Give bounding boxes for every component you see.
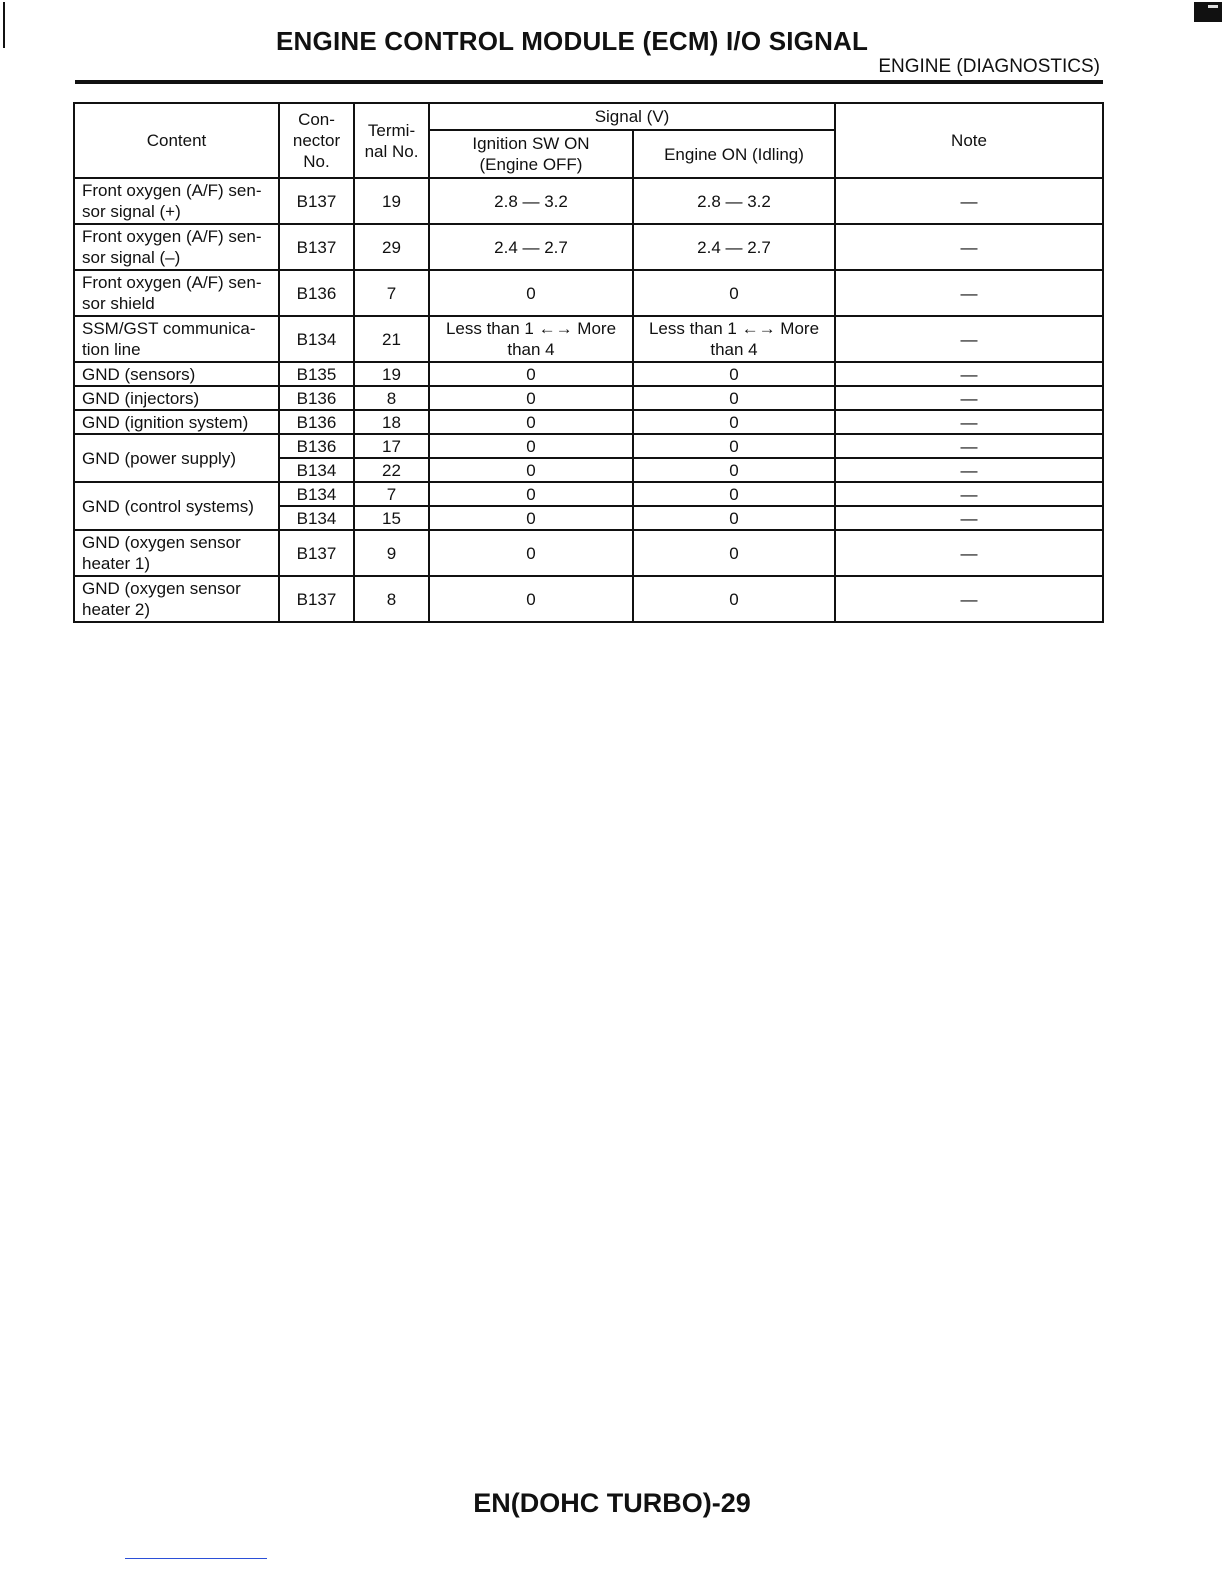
cell-note: —: [835, 434, 1103, 458]
cell-engine-on: 0: [633, 530, 835, 576]
cell-ignition: 2.8 — 3.2: [429, 178, 633, 224]
cell-engine-on: 0: [633, 362, 835, 386]
table-row: [74, 362, 1103, 386]
cell-ignition: 0: [429, 482, 633, 506]
table-row: [74, 576, 1103, 622]
cell-ignition: 0: [429, 386, 633, 410]
cell-ignition: 0: [429, 270, 633, 316]
cell-content: GND (power supply): [74, 434, 279, 482]
cell-engine-on: 0: [633, 506, 835, 530]
cell-connector: B136: [279, 410, 354, 434]
cell-note: —: [835, 410, 1103, 434]
cell-connector: B136: [279, 434, 354, 458]
cell-note: —: [835, 576, 1103, 622]
cell-note: —: [835, 506, 1103, 530]
header-note: Note: [835, 103, 1103, 178]
cell-terminal: 7: [354, 270, 429, 316]
cell-ignition: 0: [429, 410, 633, 434]
io-signal-table: [73, 102, 1104, 623]
page-number: EN(DOHC TURBO)-29: [473, 1488, 751, 1518]
cell-content: GND (oxygen sensor heater 1): [74, 530, 279, 576]
cell-connector: B135: [279, 362, 354, 386]
cell-ignition: Less than 1 ←→ More than 4: [429, 316, 633, 362]
cell-terminal: 18: [354, 410, 429, 434]
cell-content: SSM/GST communica- tion line: [74, 316, 279, 362]
cell-engine-on: 0: [633, 576, 835, 622]
cell-ignition: 0: [429, 506, 633, 530]
cell-terminal: 8: [354, 576, 429, 622]
cell-connector: B134: [279, 506, 354, 530]
cell-engine-on: Less than 1 ←→ More than 4: [633, 316, 835, 362]
cell-ignition: 0: [429, 362, 633, 386]
table-row: [74, 410, 1103, 434]
cell-note: —: [835, 316, 1103, 362]
page-title: ENGINE CONTROL MODULE (ECM) I/O SIGNAL: [276, 26, 869, 56]
header-rule: [75, 80, 1103, 84]
section-label: ENGINE (DIAGNOSTICS): [878, 56, 1100, 77]
table-row: [74, 386, 1103, 410]
cell-content: GND (ignition system): [74, 410, 279, 434]
cell-note: —: [835, 362, 1103, 386]
cell-engine-on: 0: [633, 410, 835, 434]
corner-tab-icon: [1194, 2, 1222, 22]
header-terminal: Termi- nal No.: [354, 103, 429, 178]
cell-note: —: [835, 530, 1103, 576]
cell-ignition: 0: [429, 458, 633, 482]
header-ignition: Ignition SW ON (Engine OFF): [429, 130, 633, 178]
cell-engine-on: 0: [633, 386, 835, 410]
header-signal: Signal (V): [429, 103, 835, 130]
cell-ignition: 0: [429, 576, 633, 622]
cell-terminal: 9: [354, 530, 429, 576]
cell-connector: B136: [279, 270, 354, 316]
cell-connector: B137: [279, 576, 354, 622]
cell-connector: B136: [279, 386, 354, 410]
table-row: [74, 178, 1103, 224]
cell-connector: B134: [279, 482, 354, 506]
cell-connector: B134: [279, 458, 354, 482]
cell-terminal: 15: [354, 506, 429, 530]
cell-connector: B134: [279, 316, 354, 362]
margin-mark: [3, 2, 5, 48]
cell-connector: B137: [279, 178, 354, 224]
cell-content: GND (injectors): [74, 386, 279, 410]
table-row: [74, 224, 1103, 270]
cell-terminal: 19: [354, 362, 429, 386]
cell-engine-on: 2.8 — 3.2: [633, 178, 835, 224]
cell-content: Front oxygen (A/F) sen- sor shield: [74, 270, 279, 316]
table-row: [74, 316, 1103, 362]
table-row: [74, 482, 1103, 506]
cell-content: GND (sensors): [74, 362, 279, 386]
cell-engine-on: 2.4 — 2.7: [633, 224, 835, 270]
cell-note: —: [835, 270, 1103, 316]
header-content: Content: [74, 103, 279, 178]
cell-ignition: 0: [429, 434, 633, 458]
cell-note: —: [835, 178, 1103, 224]
table-row: [74, 530, 1103, 576]
cell-ignition: 0: [429, 530, 633, 576]
cell-connector: B137: [279, 224, 354, 270]
cell-terminal: 19: [354, 178, 429, 224]
cell-connector: B137: [279, 530, 354, 576]
cell-engine-on: 0: [633, 482, 835, 506]
cell-note: —: [835, 458, 1103, 482]
cell-engine-on: 0: [633, 270, 835, 316]
table-row: [74, 270, 1103, 316]
header-connector: Con- nector No.: [279, 103, 354, 178]
cell-engine-on: 0: [633, 458, 835, 482]
cell-content: Front oxygen (A/F) sen- sor signal (–): [74, 224, 279, 270]
cell-engine-on: 0: [633, 434, 835, 458]
margin-link-line: [125, 1558, 267, 1559]
cell-terminal: 8: [354, 386, 429, 410]
cell-content: GND (oxygen sensor heater 2): [74, 576, 279, 622]
header-engine-on: Engine ON (Idling): [633, 130, 835, 178]
cell-note: —: [835, 482, 1103, 506]
table-row: [74, 434, 1103, 458]
cell-content: Front oxygen (A/F) sen- sor signal (+): [74, 178, 279, 224]
cell-content: GND (control systems): [74, 482, 279, 530]
cell-terminal: 29: [354, 224, 429, 270]
cell-note: —: [835, 386, 1103, 410]
cell-terminal: 17: [354, 434, 429, 458]
cell-terminal: 22: [354, 458, 429, 482]
cell-terminal: 21: [354, 316, 429, 362]
cell-note: —: [835, 224, 1103, 270]
cell-ignition: 2.4 — 2.7: [429, 224, 633, 270]
cell-terminal: 7: [354, 482, 429, 506]
